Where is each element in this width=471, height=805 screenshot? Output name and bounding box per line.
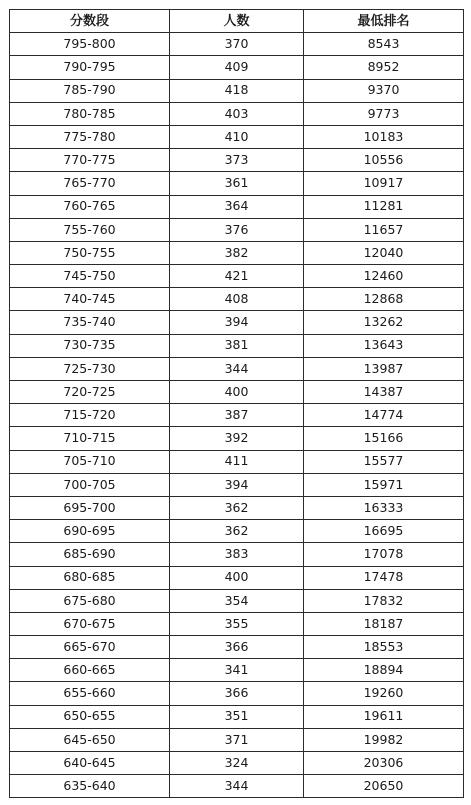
header-lowest-rank: 最低排名 <box>304 10 464 33</box>
table-row <box>10 288 464 311</box>
table-row <box>10 636 464 659</box>
cell-lowest-rank: 17078 <box>304 543 464 566</box>
cell-score-range: 675-680 <box>10 589 170 612</box>
cell-score-range: 740-745 <box>10 288 170 311</box>
cell-score-range: 710-715 <box>10 427 170 450</box>
cell-lowest-rank: 9773 <box>304 102 464 125</box>
cell-lowest-rank: 14387 <box>304 381 464 404</box>
table-row <box>10 659 464 682</box>
cell-score-range: 715-720 <box>10 404 170 427</box>
cell-score-range: 770-775 <box>10 149 170 172</box>
cell-lowest-rank: 12868 <box>304 288 464 311</box>
cell-count: 341 <box>170 659 304 682</box>
cell-lowest-rank: 18894 <box>304 659 464 682</box>
cell-count: 370 <box>170 33 304 56</box>
cell-lowest-rank: 8543 <box>304 33 464 56</box>
table-row <box>10 172 464 195</box>
cell-score-range: 760-765 <box>10 195 170 218</box>
cell-count: 408 <box>170 288 304 311</box>
table-body <box>10 33 464 798</box>
table-row <box>10 33 464 56</box>
table-row <box>10 473 464 496</box>
cell-score-range: 660-665 <box>10 659 170 682</box>
cell-count: 383 <box>170 543 304 566</box>
cell-count: 376 <box>170 218 304 241</box>
table-row <box>10 589 464 612</box>
table-row <box>10 381 464 404</box>
cell-score-range: 670-675 <box>10 612 170 635</box>
table-row <box>10 520 464 543</box>
cell-score-range: 645-650 <box>10 728 170 751</box>
cell-count: 364 <box>170 195 304 218</box>
cell-count: 361 <box>170 172 304 195</box>
cell-score-range: 720-725 <box>10 381 170 404</box>
cell-count: 409 <box>170 56 304 79</box>
table-row <box>10 752 464 775</box>
table-header <box>10 10 464 33</box>
table-row <box>10 543 464 566</box>
cell-lowest-rank: 12460 <box>304 265 464 288</box>
cell-lowest-rank: 14774 <box>304 404 464 427</box>
cell-lowest-rank: 17832 <box>304 589 464 612</box>
cell-count: 362 <box>170 520 304 543</box>
cell-score-range: 735-740 <box>10 311 170 334</box>
cell-lowest-rank: 9370 <box>304 79 464 102</box>
cell-lowest-rank: 13643 <box>304 334 464 357</box>
table-row <box>10 265 464 288</box>
cell-score-range: 750-755 <box>10 241 170 264</box>
cell-lowest-rank: 16695 <box>304 520 464 543</box>
cell-lowest-rank: 18553 <box>304 636 464 659</box>
cell-score-range: 745-750 <box>10 265 170 288</box>
cell-count: 410 <box>170 125 304 148</box>
cell-count: 382 <box>170 241 304 264</box>
cell-count: 354 <box>170 589 304 612</box>
table-row <box>10 334 464 357</box>
cell-score-range: 725-730 <box>10 357 170 380</box>
cell-count: 366 <box>170 636 304 659</box>
cell-count: 387 <box>170 404 304 427</box>
table-row <box>10 102 464 125</box>
table-row <box>10 566 464 589</box>
cell-count: 324 <box>170 752 304 775</box>
cell-count: 411 <box>170 450 304 473</box>
table-row <box>10 311 464 334</box>
cell-score-range: 780-785 <box>10 102 170 125</box>
table-row <box>10 149 464 172</box>
cell-score-range: 635-640 <box>10 775 170 798</box>
cell-score-range: 755-760 <box>10 218 170 241</box>
cell-lowest-rank: 12040 <box>304 241 464 264</box>
cell-score-range: 655-660 <box>10 682 170 705</box>
cell-lowest-rank: 19611 <box>304 705 464 728</box>
cell-lowest-rank: 10183 <box>304 125 464 148</box>
cell-count: 400 <box>170 566 304 589</box>
score-distribution-table <box>9 9 464 798</box>
cell-lowest-rank: 18187 <box>304 612 464 635</box>
table-row <box>10 450 464 473</box>
cell-count: 351 <box>170 705 304 728</box>
cell-score-range: 700-705 <box>10 473 170 496</box>
cell-count: 371 <box>170 728 304 751</box>
cell-score-range: 785-790 <box>10 79 170 102</box>
cell-lowest-rank: 11657 <box>304 218 464 241</box>
cell-lowest-rank: 19982 <box>304 728 464 751</box>
table-row <box>10 682 464 705</box>
cell-lowest-rank: 17478 <box>304 566 464 589</box>
cell-count: 344 <box>170 357 304 380</box>
cell-lowest-rank: 8952 <box>304 56 464 79</box>
table-row <box>10 195 464 218</box>
header-count: 人数 <box>170 10 304 33</box>
table-row <box>10 427 464 450</box>
cell-count: 394 <box>170 473 304 496</box>
cell-lowest-rank: 15971 <box>304 473 464 496</box>
cell-score-range: 695-700 <box>10 496 170 519</box>
cell-lowest-rank: 19260 <box>304 682 464 705</box>
table-row <box>10 56 464 79</box>
cell-count: 362 <box>170 496 304 519</box>
cell-count: 355 <box>170 612 304 635</box>
cell-score-range: 775-780 <box>10 125 170 148</box>
header-row <box>10 10 464 33</box>
cell-score-range: 795-800 <box>10 33 170 56</box>
cell-score-range: 690-695 <box>10 520 170 543</box>
cell-count: 421 <box>170 265 304 288</box>
cell-score-range: 640-645 <box>10 752 170 775</box>
cell-lowest-rank: 20306 <box>304 752 464 775</box>
cell-count: 373 <box>170 149 304 172</box>
cell-lowest-rank: 11281 <box>304 195 464 218</box>
cell-score-range: 685-690 <box>10 543 170 566</box>
cell-lowest-rank: 15577 <box>304 450 464 473</box>
table-row <box>10 775 464 798</box>
cell-lowest-rank: 15166 <box>304 427 464 450</box>
cell-lowest-rank: 13262 <box>304 311 464 334</box>
cell-score-range: 730-735 <box>10 334 170 357</box>
cell-count: 403 <box>170 102 304 125</box>
table-row <box>10 79 464 102</box>
cell-count: 344 <box>170 775 304 798</box>
header-score-range: 分数段 <box>10 10 170 33</box>
cell-count: 366 <box>170 682 304 705</box>
table-row <box>10 218 464 241</box>
cell-count: 418 <box>170 79 304 102</box>
cell-lowest-rank: 16333 <box>304 496 464 519</box>
table-row <box>10 125 464 148</box>
table-row <box>10 241 464 264</box>
cell-score-range: 680-685 <box>10 566 170 589</box>
cell-lowest-rank: 20650 <box>304 775 464 798</box>
cell-score-range: 790-795 <box>10 56 170 79</box>
cell-score-range: 705-710 <box>10 450 170 473</box>
cell-count: 394 <box>170 311 304 334</box>
cell-lowest-rank: 10917 <box>304 172 464 195</box>
cell-lowest-rank: 13987 <box>304 357 464 380</box>
cell-lowest-rank: 10556 <box>304 149 464 172</box>
table-row <box>10 612 464 635</box>
cell-count: 381 <box>170 334 304 357</box>
cell-score-range: 765-770 <box>10 172 170 195</box>
table-row <box>10 357 464 380</box>
cell-score-range: 665-670 <box>10 636 170 659</box>
table-row <box>10 728 464 751</box>
table-row <box>10 404 464 427</box>
table-row <box>10 496 464 519</box>
cell-score-range: 650-655 <box>10 705 170 728</box>
cell-count: 400 <box>170 381 304 404</box>
table-row <box>10 705 464 728</box>
cell-count: 392 <box>170 427 304 450</box>
